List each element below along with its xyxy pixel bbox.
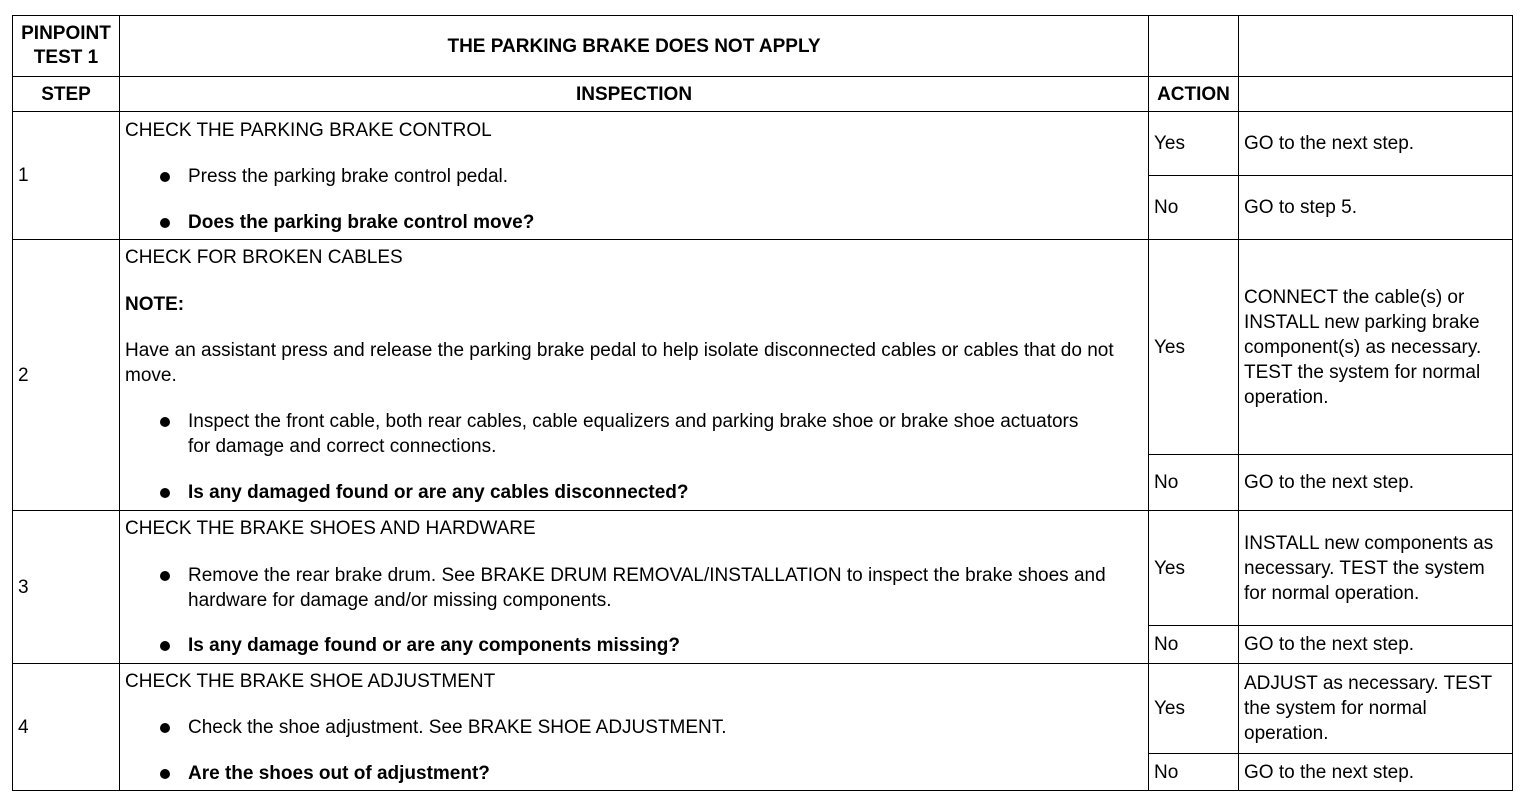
question-item	[162, 480, 1140, 505]
answer-yes: Yes	[1149, 511, 1239, 626]
inspection-cell	[120, 112, 1149, 240]
bullet-item	[162, 715, 1140, 740]
question-text: Are the shoes out of adjustment?	[188, 763, 490, 784]
bullet-dot-icon	[160, 417, 170, 427]
answer-yes: Yes	[1149, 240, 1239, 455]
bullet-text: Inspect the front cable, both rear cables, cable equalizers and parking brake shoe or brake shoe actuators for damage and correct connections.	[188, 411, 1079, 457]
answer-no: No	[1149, 455, 1239, 511]
title-row	[13, 16, 1513, 77]
action-text: CONNECT the cable(s) or INSTALL new parking brake component(s) as necessary. TEST the system for normal operation.	[1239, 240, 1513, 455]
pinpoint-test-table	[12, 15, 1513, 791]
empty-header-cell	[1239, 16, 1513, 77]
table-row	[13, 511, 1513, 626]
bullet-text: Remove the rear brake drum. See BRAKE DRUM REMOVAL/INSTALLATION to inspect the brake shoes and hardware for damage and/or missing components.	[188, 565, 1106, 611]
step-heading: CHECK FOR BROKEN CABLES	[125, 247, 403, 268]
action-text: ADJUST as necessary. TEST the system for normal operation.	[1239, 664, 1513, 754]
step-number: 2	[13, 240, 120, 511]
column-header-inspection: INSPECTION	[120, 77, 1149, 112]
note-text: Have an assistant press and release the parking brake pedal to help isolate disconnected cables or cables that do not move.	[125, 340, 1114, 386]
table-row	[13, 112, 1513, 176]
test-title-text: THE PARKING BRAKE DOES NOT APPLY	[447, 35, 821, 57]
bullet-dot-icon	[160, 641, 170, 651]
bullet-dot-icon	[160, 172, 170, 182]
answer-yes: Yes	[1149, 112, 1239, 176]
action-text: GO to the next step.	[1239, 754, 1513, 791]
table-row	[13, 664, 1513, 754]
bullet-dot-icon	[160, 488, 170, 498]
action-text: GO to step 5.	[1239, 176, 1513, 240]
action-text: GO to the next step.	[1239, 626, 1513, 664]
action-text: INSTALL new components as necessary. TEST the system for normal operation.	[1239, 511, 1513, 626]
question-text: Is any damage found or are any components missing?	[188, 635, 680, 656]
question-text: Is any damaged found or are any cables disconnected?	[188, 482, 689, 503]
question-item	[162, 633, 1140, 658]
question-text: Does the parking brake control move?	[188, 212, 535, 233]
answer-no: No	[1149, 754, 1239, 791]
answer-yes: Yes	[1149, 664, 1239, 754]
inspection-cell	[120, 511, 1149, 664]
bullet-text: Press the parking brake control pedal.	[188, 166, 509, 187]
empty-header-cell	[1149, 16, 1239, 77]
step-heading: CHECK THE PARKING BRAKE CONTROL	[125, 120, 492, 141]
column-header-row	[13, 77, 1513, 112]
column-header-step: STEP	[13, 77, 120, 112]
answer-no: No	[1149, 176, 1239, 240]
bullet-text: Check the shoe adjustment. See BRAKE SHOE ADJUSTMENT.	[188, 717, 727, 738]
note-label: NOTE:	[125, 294, 185, 315]
action-text: GO to the next step.	[1239, 455, 1513, 511]
step-heading: CHECK THE BRAKE SHOES AND HARDWARE	[125, 518, 536, 539]
bullet-item	[162, 563, 1118, 613]
bullet-dot-icon	[160, 723, 170, 733]
test-title	[120, 16, 1149, 77]
table-row	[13, 240, 1513, 455]
step-number: 3	[13, 511, 120, 664]
bullet-dot-icon	[160, 571, 170, 581]
step-heading: CHECK THE BRAKE SHOE ADJUSTMENT	[125, 671, 496, 692]
step-number: 4	[13, 664, 120, 791]
answer-no: No	[1149, 626, 1239, 664]
question-item	[162, 210, 1140, 235]
bullet-item	[162, 164, 1140, 189]
bullet-dot-icon	[160, 218, 170, 228]
test-label-text: PINPOINT TEST 1	[21, 23, 111, 68]
question-item	[162, 761, 1140, 786]
empty-header-cell	[1239, 77, 1513, 112]
test-label	[13, 16, 120, 77]
action-text: GO to the next step.	[1239, 112, 1513, 176]
inspection-cell	[120, 240, 1149, 511]
column-header-action: ACTION	[1149, 77, 1239, 112]
bullet-dot-icon	[160, 769, 170, 779]
inspection-cell	[120, 664, 1149, 791]
step-number: 1	[13, 112, 120, 240]
bullet-item	[162, 409, 1088, 459]
